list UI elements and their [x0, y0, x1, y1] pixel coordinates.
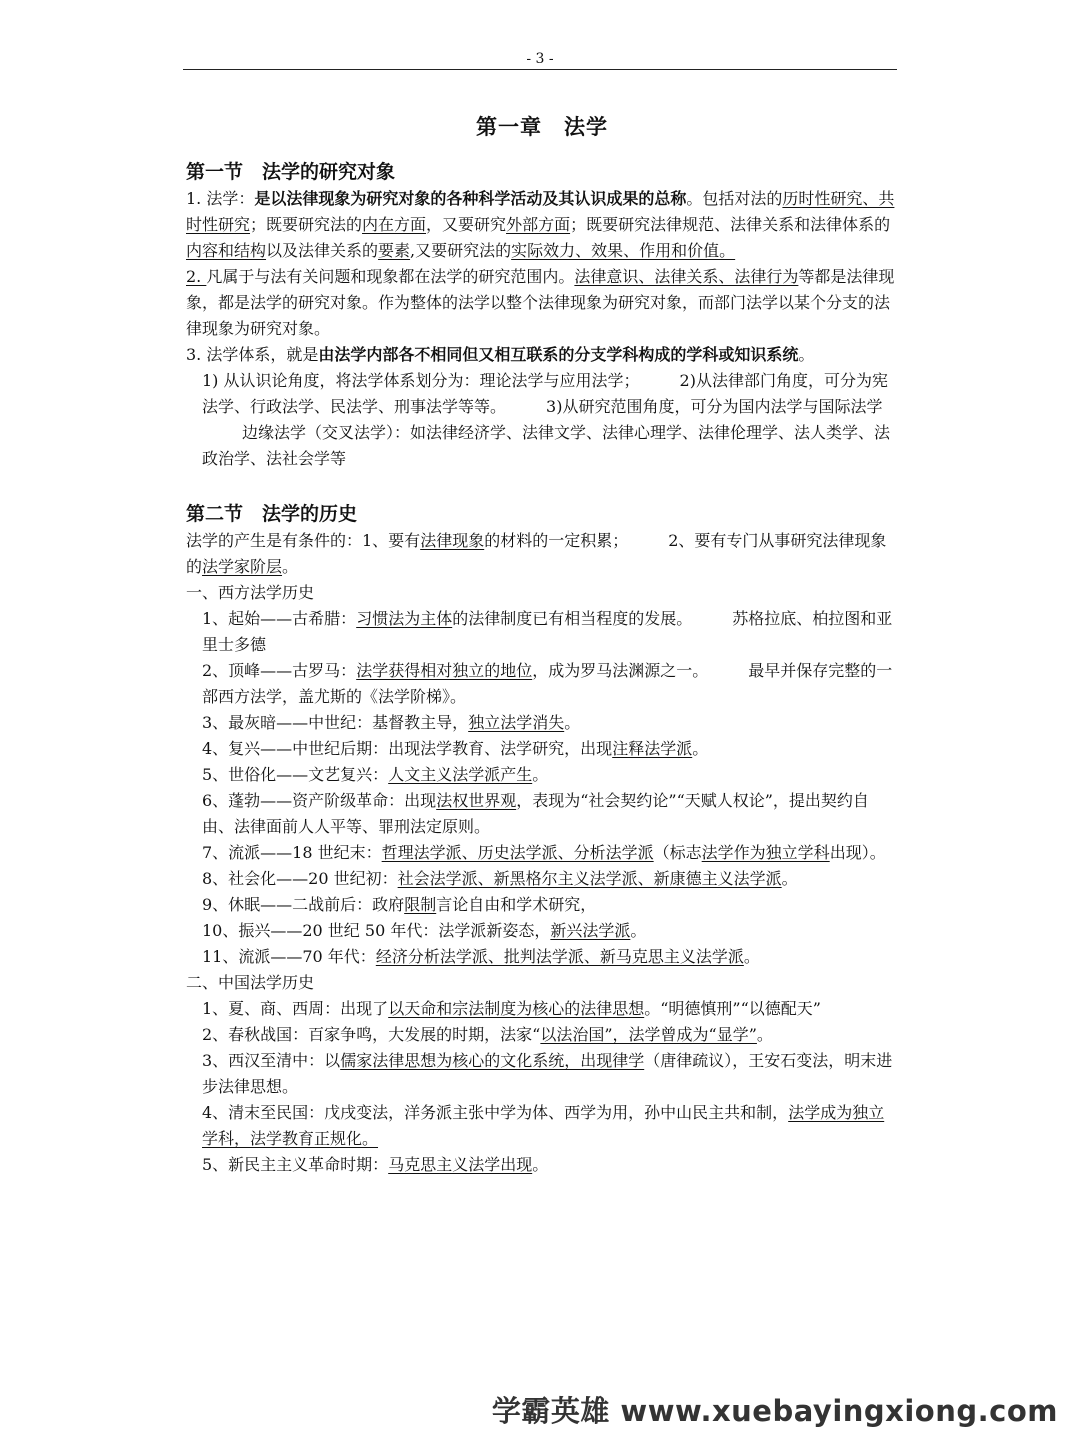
- item-number: 1. 法学：: [186, 189, 255, 208]
- item-number: 2.: [186, 267, 207, 286]
- text: 。包括对法的: [686, 189, 783, 208]
- underlined-term: 法学作为独立学科: [701, 843, 830, 862]
- underlined-term: 实际效力、效果、作用和价值。: [511, 241, 736, 260]
- text: 苏格拉底、柏拉图和亚里士多德: [202, 609, 893, 654]
- text: ,又要研究法的: [410, 241, 512, 260]
- list-item-china-2: [186, 1022, 898, 1048]
- section-title-2: 第二节 法学的历史: [186, 503, 358, 525]
- underlined-term: 习惯法为主体: [356, 609, 453, 628]
- list-item-west-3: [186, 710, 898, 736]
- underlined-term: 新兴法学派: [550, 921, 631, 940]
- text: 8、社会化——20 世纪初：: [202, 869, 398, 888]
- list-item-china-4: [186, 1100, 898, 1152]
- text: 9、休眠——二战前后：政府: [202, 895, 405, 914]
- underlined-term: 独立法学消失: [468, 713, 565, 732]
- text: 。: [532, 1155, 549, 1174]
- underlined-term: 人文主义法学派产生: [388, 765, 533, 784]
- subheading-china: 二、中国法学历史: [186, 973, 315, 992]
- text: 。: [743, 947, 760, 966]
- underlined-term: 法学获得相对独立的地位: [356, 661, 533, 680]
- list-item-west-2: [186, 658, 898, 710]
- underlined-term: 经济分析法学派、批判法学派、新马克思主义法学派: [375, 947, 744, 966]
- text: 6、蓬勃——资产阶级革命：出现: [202, 791, 437, 810]
- text: 的法律制度已有相当程度的发展。: [452, 609, 693, 628]
- underlined-term: 马克思主义法学出现: [388, 1155, 533, 1174]
- underlined-term: 注释法学派: [612, 739, 693, 758]
- text: 3、最灰暗——中世纪：基督教主导，: [202, 713, 469, 732]
- document-body: [186, 112, 898, 1178]
- list-item-west-10: [186, 918, 898, 944]
- text: 3、西汉至清中：以: [202, 1051, 341, 1070]
- text: 。: [798, 345, 815, 364]
- text: 。: [532, 765, 549, 784]
- text: 。: [781, 869, 798, 888]
- underlined-term: 法律现象: [420, 531, 485, 550]
- text: 1、起始——古希腊：: [202, 609, 357, 628]
- underlined-term: 限制: [404, 895, 437, 914]
- subheading-west: 一、西方法学历史: [186, 583, 315, 602]
- underlined-term: 内容和结构: [186, 241, 267, 260]
- underlined-term: 外部方面: [506, 215, 571, 234]
- text: 2、顶峰——古罗马：: [202, 661, 357, 680]
- text: ，表现为“社会契约论”“天赋人权论”，提出契约自由、法律面前人人平等、罪刑法定原则。: [202, 791, 869, 836]
- text: ；既要研究法律规范、法律关系和法律体系的: [570, 215, 891, 234]
- list-item-west-9: [186, 892, 898, 918]
- underlined-term: 要素: [378, 241, 411, 260]
- list-item-west-4: [186, 736, 898, 762]
- watermark: 学霸英雄 www.xuebayingxiong.com: [491, 1394, 1058, 1428]
- text: 5、世俗化——文艺复兴：: [202, 765, 389, 784]
- paragraph-classification: [186, 368, 898, 472]
- list-item-west-6: [186, 788, 898, 840]
- text: 3)从研究范围角度，可分为国内法学与国际法学: [546, 397, 883, 416]
- text: ；既要研究法的: [250, 215, 363, 234]
- underlined-term: 法律意识、法律关系、法律行为: [574, 267, 799, 286]
- bold-definition: 是以法律现象为研究对象的各种科学活动及其认识成果的总称: [254, 189, 687, 208]
- text: 等都是法律现象，都是法学的研究对象。作为整体的法学以整个法律现象为研究对象，而部门法学以某个分支的法律现象为研究对象。: [186, 267, 895, 338]
- paragraph-scope: [186, 264, 898, 342]
- header-rule: [183, 69, 897, 70]
- bold-definition: 由法学内部各不相同但又相互联系的分支学科构成的学科或知识系统: [318, 345, 799, 364]
- text: 。: [630, 921, 647, 940]
- paragraph-conditions: [186, 528, 898, 580]
- list-item-west-11: [186, 944, 898, 970]
- underlined-term: 历时性研究、共时性研究: [186, 189, 895, 234]
- text: ，成为罗马法渊源之一。: [532, 661, 709, 680]
- text: 。: [564, 713, 581, 732]
- text: 。: [282, 557, 299, 576]
- underlined-term: 内在方面: [362, 215, 427, 234]
- text: 2、春秋战国：百家争鸣，大发展的时期，法家“: [202, 1025, 541, 1044]
- list-item-west-8: [186, 866, 898, 892]
- page-number: - 3 -: [526, 51, 554, 67]
- list-item-west-1: [186, 606, 898, 658]
- text: 10、振兴——20 世纪 50 年代：法学派新姿态，: [202, 921, 551, 940]
- text: 以及法律关系的: [266, 241, 379, 260]
- text: 。: [756, 1025, 773, 1044]
- text: 出现）。: [829, 843, 886, 862]
- underlined-term: 法学家阶层: [202, 557, 283, 576]
- text: 3. 法学体系，就是: [186, 345, 319, 364]
- text: 2、要有专门从事研究法律现象的: [186, 531, 887, 576]
- underlined-term: 社会法学派、新黑格尔主义法学派、新康德主义法学派: [397, 869, 782, 888]
- text: 边缘法学（交叉法学）：如法律经济学、法律文学、法律心理学、法律伦理学、法人类学、法政治学、法社会学等: [202, 423, 891, 468]
- section-title-1: 第一节 法学的研究对象: [186, 161, 396, 183]
- text: 凡属于与法有关问题和现象都在法学的研究范围内。: [206, 267, 575, 286]
- text: 。“明德慎刑”“以德配天”: [644, 999, 821, 1018]
- chapter-title: 第一章 法学: [476, 114, 608, 139]
- text: 2)从法律部门角度，可分为宪法学、行政法学、民法学、刑事法学等等。: [202, 371, 888, 416]
- list-item-west-5: [186, 762, 898, 788]
- text: （唐律疏议），王安石变法，明末进步法律思想。: [202, 1051, 893, 1096]
- list-item-china-1: [186, 996, 898, 1022]
- text: 1) 从认识论角度，将法学体系划分为：理论法学与应用法学；: [202, 371, 640, 390]
- text: 7、流派——18 世纪末：: [202, 843, 382, 862]
- paragraph-system: [186, 342, 898, 368]
- text: 。: [692, 739, 709, 758]
- text: 4、复兴——中世纪后期：出现法学教育、法学研究，出现: [202, 739, 613, 758]
- text: 4、清末至民国：戊戌变法，洋务派主张中学为体、西学为用，孙中山民主共和制，: [202, 1103, 789, 1122]
- text: 言论自由和学术研究，: [436, 895, 597, 914]
- underlined-term: 以法治国”，法学曾成为“显学”: [540, 1025, 757, 1044]
- list-item-china-5: [186, 1152, 898, 1178]
- underlined-term: 以天命和宗法制度为核心的法律思想: [388, 999, 645, 1018]
- text: （标志: [653, 843, 702, 862]
- text: ，又要研究: [426, 215, 507, 234]
- list-item-west-7: [186, 840, 898, 866]
- underlined-term: 法学成为独立学科，法学教育正规化。: [202, 1103, 885, 1148]
- text: 最早并保存完整的一部西方法学，盖尤斯的《法学阶梯》。: [202, 661, 893, 706]
- list-item-china-3: [186, 1048, 898, 1100]
- text: 5、新民主主义革命时期：: [202, 1155, 389, 1174]
- underlined-term: 儒家法律思想为核心的文化系统，出现律学: [340, 1051, 645, 1070]
- text: 法学的产生是有条件的：1、要有: [186, 531, 421, 550]
- text: 11、流派——70 年代：: [202, 947, 376, 966]
- underlined-term: 哲理法学派、历史法学派、分析法学派: [381, 843, 654, 862]
- text: 的材料的一定积累；: [484, 531, 629, 550]
- text: 1、夏、商、西周：出现了: [202, 999, 389, 1018]
- underlined-term: 法权世界观: [436, 791, 517, 810]
- paragraph-definition: [186, 186, 898, 264]
